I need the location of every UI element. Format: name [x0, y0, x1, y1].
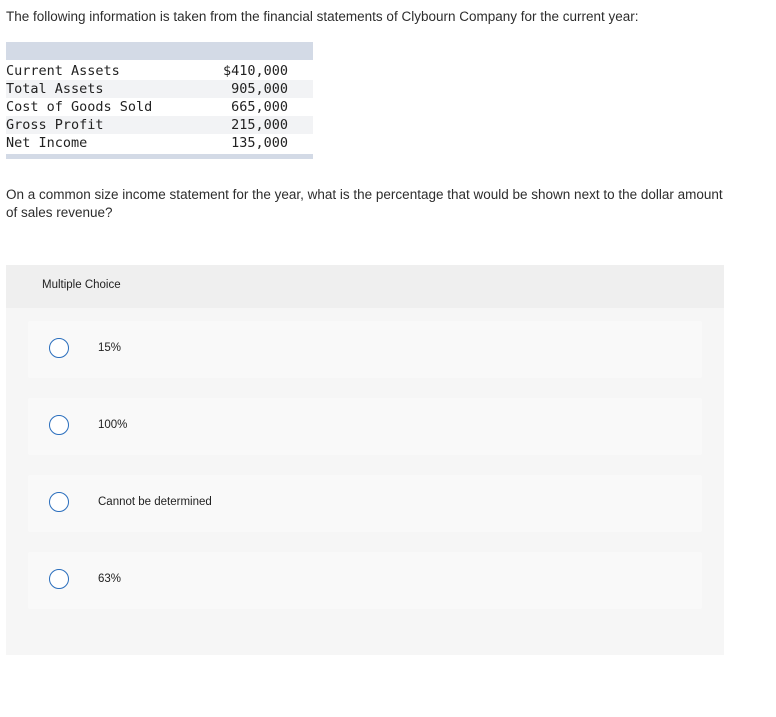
answer-option-2[interactable] [28, 398, 702, 455]
row-label: Cost of Goods Sold [6, 99, 153, 115]
table-body [6, 60, 313, 152]
option-label: 63% [98, 573, 122, 585]
table-row [6, 116, 313, 134]
row-value: 665,000 [231, 99, 288, 115]
table-footer-bar [6, 154, 313, 159]
row-value: 215,000 [231, 117, 288, 133]
row-label: Current Assets [6, 63, 120, 79]
answer-option-4[interactable] [28, 552, 702, 609]
radio-button[interactable] [49, 415, 69, 435]
table-row [6, 134, 313, 152]
multiple-choice-header [6, 265, 724, 308]
option-label: 100% [98, 419, 128, 431]
table-row [6, 80, 313, 98]
option-label: Cannot be determined [98, 496, 212, 508]
answer-option-1[interactable] [28, 321, 702, 378]
question-text: On a common size income statement for the year, what is the percentage that would be shown next to the dollar amount of sales revenue? [6, 187, 723, 220]
table-header-bar [6, 42, 313, 60]
table-row [6, 98, 313, 116]
answer-option-3[interactable] [28, 475, 702, 532]
option-label: 15% [98, 342, 122, 354]
row-label: Total Assets [6, 81, 104, 97]
multiple-choice-panel [6, 265, 724, 655]
table-row [6, 62, 313, 80]
radio-button[interactable] [49, 569, 69, 589]
intro-text: The following information is taken from the financial statements of Clybourn Company for the current year: [6, 9, 639, 24]
radio-button[interactable] [49, 338, 69, 358]
row-value: $410,000 [222, 63, 288, 79]
row-label: Gross Profit [6, 117, 104, 133]
row-label: Net Income [6, 135, 88, 151]
row-value: 135,000 [231, 135, 288, 151]
multiple-choice-title: Multiple Choice [42, 279, 121, 291]
row-value: 905,000 [231, 81, 288, 97]
financial-data-table [6, 42, 313, 159]
radio-button[interactable] [49, 492, 69, 512]
